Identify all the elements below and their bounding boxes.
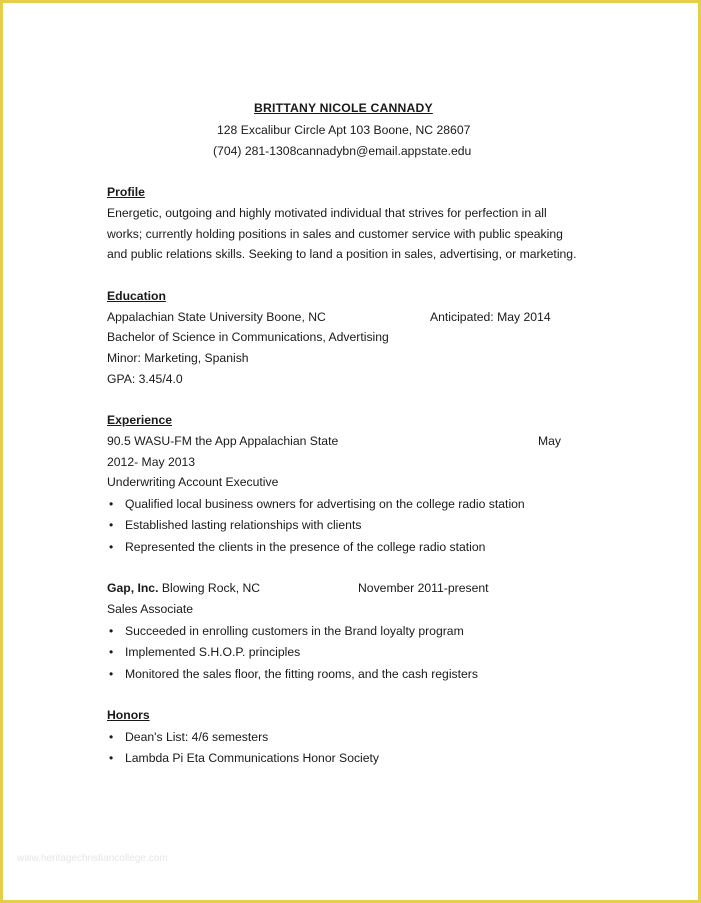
bullet-point: • — [109, 518, 114, 532]
job2-bullet: Succeeded in enrolling customers in the Brand loyalty program — [125, 624, 464, 638]
job2-bullet: Implemented S.H.O.P. principles — [125, 645, 301, 659]
experience-heading: Experience — [107, 413, 173, 427]
bullet-point: • — [109, 730, 114, 744]
job2-bullet: Monitored the sales floor, the fitting rooms, and the cash registers — [125, 667, 478, 681]
job2-title: Sales Associate — [107, 602, 194, 616]
job2-employer-line — [107, 581, 260, 596]
job1-title: Underwriting Account Executive — [107, 475, 279, 489]
profile-line: Energetic, outgoing and highly motivated individual that strives for perfection in all — [107, 206, 547, 220]
honors-bullet: Dean's List: 4/6 semesters — [125, 730, 269, 744]
profile-heading: Profile — [107, 185, 145, 199]
watermark: www.heritagechristiancollege.com — [17, 853, 168, 864]
job1-date-cont: 2012- May 2013 — [107, 455, 196, 469]
bullet-point: • — [109, 667, 114, 681]
education-gpa: GPA: 3.45/4.0 — [107, 372, 183, 386]
profile-line: and public relations skills. Seeking to land a position in sales, advertising, or marketing. — [107, 247, 577, 261]
job1-bullet: Established lasting relationships with clients — [125, 518, 362, 532]
resume-name: BRITTANY NICOLE CANNADY — [254, 101, 433, 115]
job1-employer: 90.5 WASU-FM the App Appalachian State — [107, 434, 339, 448]
profile-line: works; currently holding positions in sales and customer service with public speaking — [107, 227, 563, 241]
bullet-point: • — [109, 540, 114, 554]
honors-bullet: Lambda Pi Eta Communications Honor Society — [125, 751, 380, 765]
job1-bullet: Qualified local business owners for advertising on the college radio station — [125, 497, 525, 511]
education-school: Appalachian State University Boone, NC — [107, 310, 326, 324]
education-minor: Minor: Marketing, Spanish — [107, 351, 249, 365]
contact-info: (704) 281-1308cannadybn@email.appstate.edu — [213, 144, 472, 158]
bullet-point: • — [109, 751, 114, 765]
bullet-point: • — [109, 497, 114, 511]
address: 128 Excalibur Circle Apt 103 Boone, NC 28607 — [217, 123, 471, 137]
bullet-point: • — [109, 645, 114, 659]
job1-bullet: Represented the clients in the presence of the college radio station — [125, 540, 486, 554]
job2-employer: Gap, Inc. — [107, 581, 159, 595]
job2-date: November 2011-present — [358, 581, 489, 595]
honors-heading: Honors — [107, 708, 150, 722]
bullet-point: • — [109, 624, 114, 638]
education-degree: Bachelor of Science in Communications, Advertising — [107, 330, 389, 344]
job2-location: Blowing Rock, NC — [158, 581, 261, 595]
education-date: Anticipated: May 2014 — [430, 310, 551, 324]
job1-date-start: May — [538, 434, 562, 448]
education-heading: Education — [107, 289, 166, 303]
